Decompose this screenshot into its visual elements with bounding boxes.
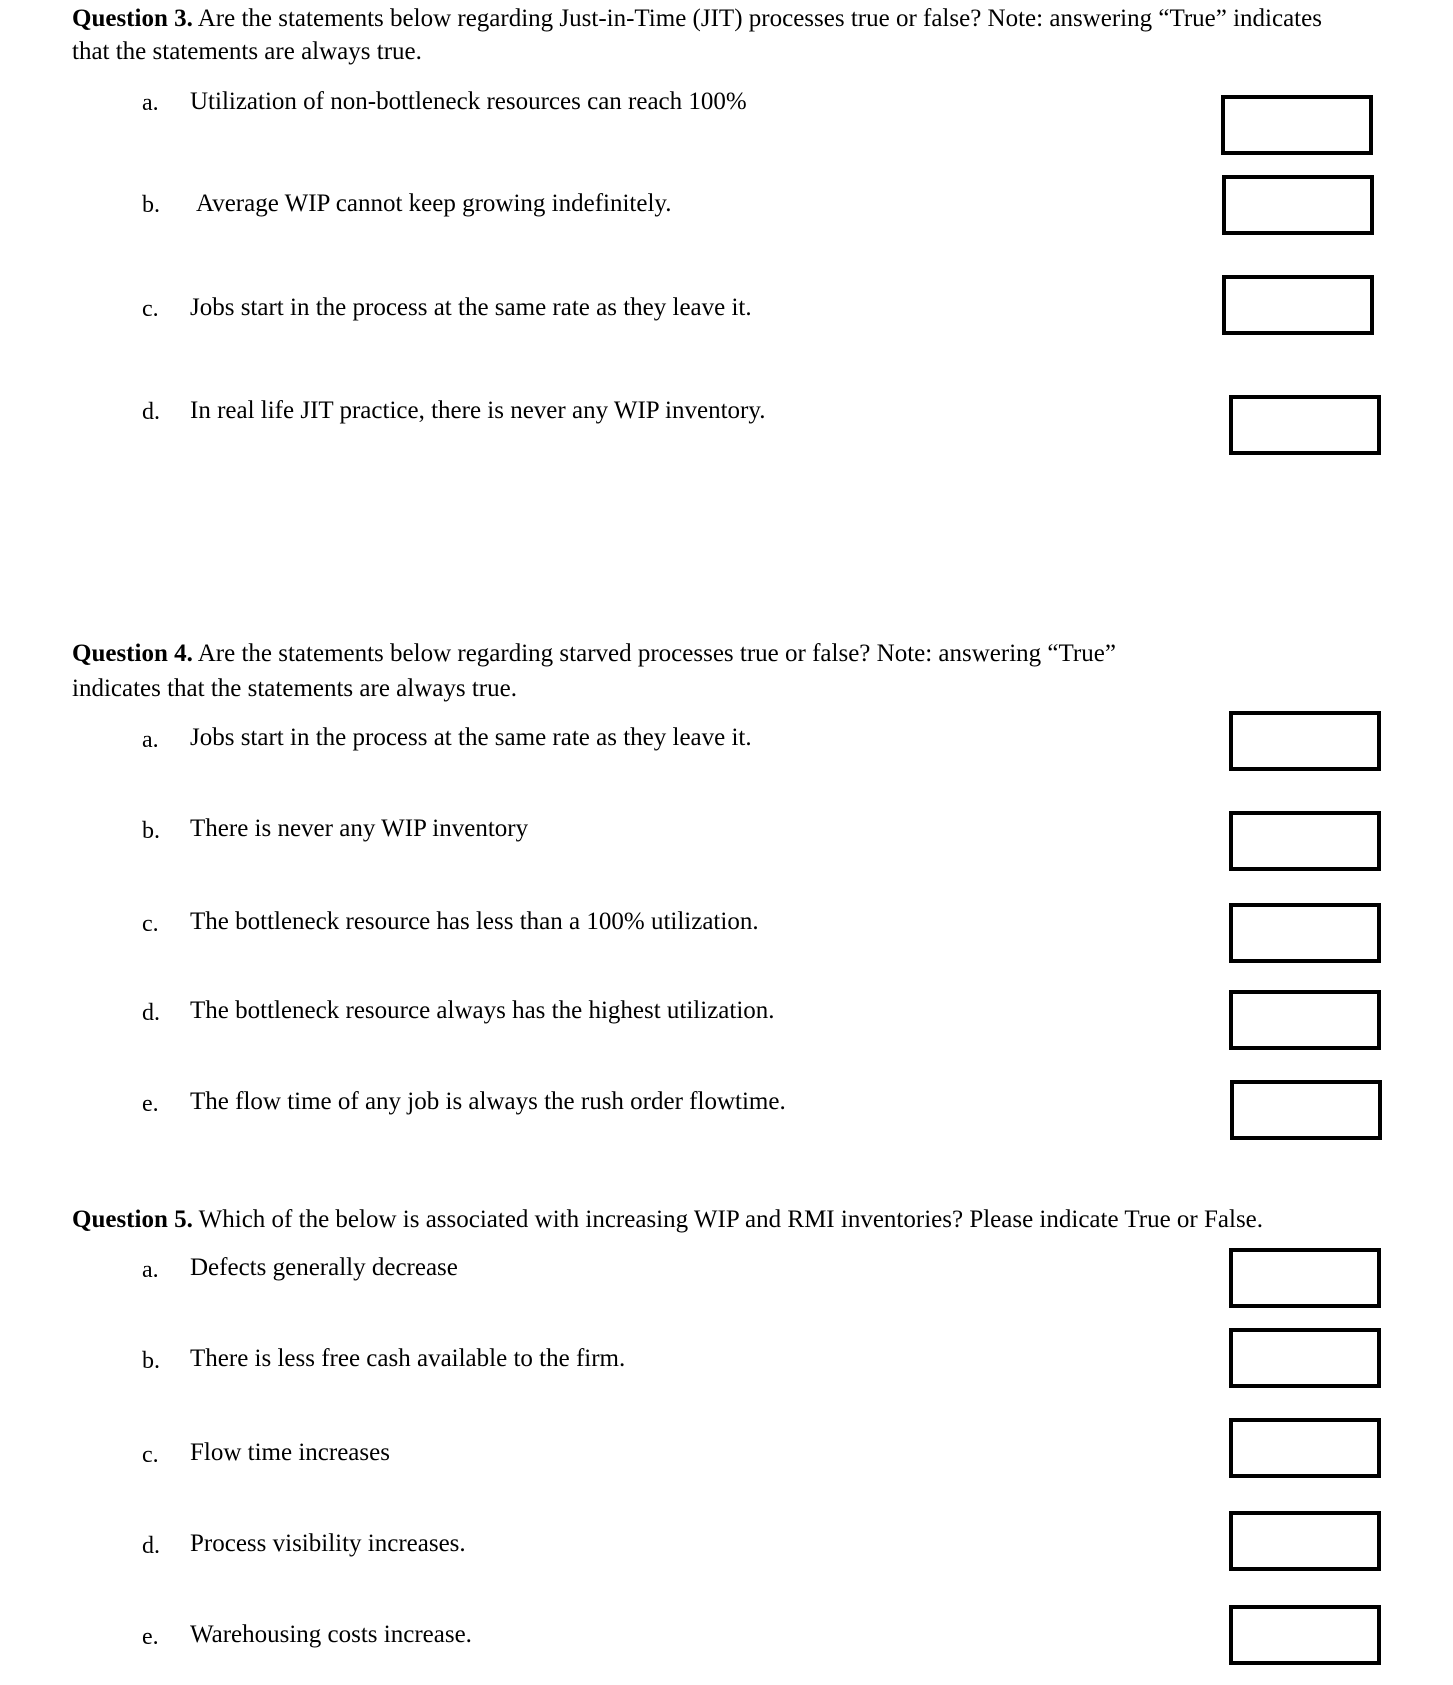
q4-item-d-text: The bottleneck resource always has the highest utilization.	[190, 997, 775, 1024]
q5-item-d-answer-box[interactable]	[1229, 1511, 1381, 1571]
question-3-heading	[72, 2, 1322, 36]
q3-item-c-text: Jobs start in the process at the same rate as they leave it.	[190, 294, 752, 321]
q4-item-b-answer-box[interactable]	[1229, 811, 1381, 871]
q4-item-e-letter: e.	[142, 1091, 159, 1117]
q5-item-e-answer-box[interactable]	[1229, 1605, 1381, 1665]
q4-item-c-text: The bottleneck resource has less than a 100% utilization.	[190, 908, 759, 935]
q3-item-a-letter: a.	[142, 90, 159, 116]
q5-item-a-text: Defects generally decrease	[190, 1254, 458, 1281]
q4-item-c-answer-box[interactable]	[1229, 903, 1381, 963]
question-4-label: Question 4.	[72, 640, 193, 667]
q4-item-d-letter: d.	[142, 1000, 160, 1026]
q4-item-c-letter: c.	[142, 911, 159, 937]
q4-item-a-answer-box[interactable]	[1229, 711, 1381, 771]
q4-item-b-text: There is never any WIP inventory	[190, 815, 529, 842]
question-4-text: Are the statements below regarding starved processes true or false? Note: answering “True”	[197, 640, 1116, 667]
question-3-text: Are the statements below regarding Just-in-Time (JIT) processes true or false? Note: answering “True” indicates	[197, 5, 1322, 32]
q3-item-d-answer-box[interactable]	[1229, 395, 1381, 455]
question-3-label: Question 3.	[72, 5, 193, 32]
q3-item-c-letter: c.	[142, 296, 159, 322]
question-3-text-line2: that the statements are always true.	[72, 38, 422, 65]
q3-item-c-answer-box[interactable]	[1222, 275, 1374, 335]
q5-item-c-text: Flow time increases	[190, 1439, 390, 1466]
q3-item-a-answer-box[interactable]	[1221, 95, 1373, 155]
q3-item-d-text: In real life JIT practice, there is never any WIP inventory.	[190, 397, 766, 424]
q3-item-d-letter: d.	[142, 399, 160, 425]
question-5-label: Question 5.	[72, 1206, 193, 1233]
q4-item-e-answer-box[interactable]	[1230, 1080, 1382, 1140]
question-5-text: Which of the below is associated with increasing WIP and RMI inventories? Please indicate True or False.	[198, 1206, 1264, 1233]
q3-item-b-answer-box[interactable]	[1222, 175, 1374, 235]
q4-item-a-text: Jobs start in the process at the same rate as they leave it.	[190, 724, 752, 751]
q5-item-b-text: There is less free cash available to the firm.	[190, 1345, 626, 1372]
q4-item-d-answer-box[interactable]	[1229, 990, 1381, 1050]
q5-item-c-letter: c.	[142, 1442, 159, 1468]
q5-item-c-answer-box[interactable]	[1229, 1418, 1381, 1478]
question-4-text-line2: indicates that the statements are always true.	[72, 675, 517, 702]
q5-item-a-letter: a.	[142, 1257, 159, 1283]
q4-item-e-text: The flow time of any job is always the rush order flowtime.	[190, 1088, 786, 1115]
q5-item-e-text: Warehousing costs increase.	[190, 1621, 472, 1648]
q5-item-b-letter: b.	[142, 1348, 160, 1374]
q5-item-d-text: Process visibility increases.	[190, 1530, 466, 1557]
question-5-heading	[72, 1203, 1263, 1237]
q5-item-d-letter: d.	[142, 1533, 160, 1559]
q4-item-b-letter: b.	[142, 818, 160, 844]
q4-item-a-letter: a.	[142, 727, 159, 753]
q5-item-e-letter: e.	[142, 1624, 159, 1650]
q5-item-a-answer-box[interactable]	[1229, 1248, 1381, 1308]
q5-item-b-answer-box[interactable]	[1229, 1328, 1381, 1388]
q3-item-b-text: Average WIP cannot keep growing indefinitely.	[196, 190, 672, 217]
q3-item-a-text: Utilization of non-bottleneck resources can reach 100%	[190, 88, 747, 115]
q3-item-b-letter: b.	[142, 192, 160, 218]
question-4-heading	[72, 637, 1116, 671]
